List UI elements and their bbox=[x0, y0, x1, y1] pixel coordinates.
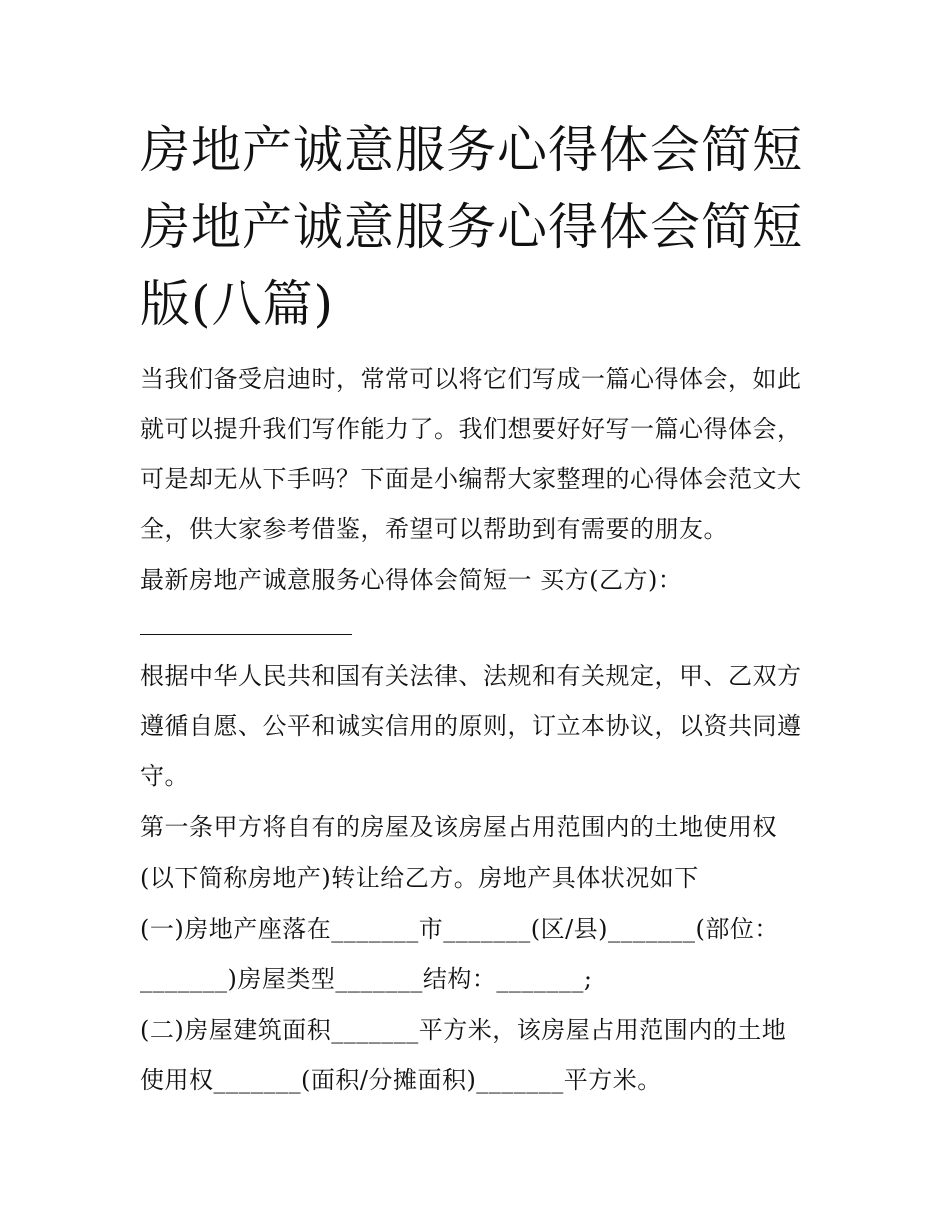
item-line: (一)房地产座落在_______市_______(区/县)_______(部位： bbox=[140, 915, 779, 943]
article-line: (以下简称房地产)转让给乙方。房地产具体状况如下 bbox=[140, 864, 699, 892]
article-line: 第一条甲方将自有的房屋及该房屋占用范围内的土地使用权 bbox=[140, 813, 777, 841]
document-title bbox=[140, 112, 840, 343]
law-line: 遵循自愿、公平和诚实信用的原则，订立本协议，以资共同遵 bbox=[140, 712, 802, 740]
law-line: 守。 bbox=[140, 762, 189, 790]
intro-line: 全，供大家参考借鉴，希望可以帮助到有需要的朋友。 bbox=[140, 515, 728, 543]
signature-blank-line bbox=[140, 634, 352, 635]
title-line: 房地产诚意服务心得体会简短 bbox=[140, 198, 803, 256]
title-line: 房地产诚意服务心得体会简短 bbox=[140, 121, 803, 179]
law-line: 根据中华人民共和国有关法律、法规和有关规定，甲、乙双方 bbox=[140, 662, 802, 690]
title-line: 版(八篇) bbox=[140, 275, 335, 333]
section-heading: 最新房地产诚意服务心得体会简短一 买方(乙方)： bbox=[140, 566, 683, 594]
item-line: _______)房屋类型_______结构：_______; bbox=[140, 965, 593, 993]
item-line: 使用权_______(面积/分摊面积)_______平方米。 bbox=[140, 1066, 662, 1094]
intro-line: 当我们备受启迪时，常常可以将它们写成一篇心得体会，如此 bbox=[140, 365, 802, 393]
item-line: (二)房屋建筑面积_______平方米，该房屋占用范围内的土地 bbox=[140, 1016, 787, 1044]
intro-line: 可是却无从下手吗？下面是小编帮大家整理的心得体会范文大 bbox=[140, 465, 802, 493]
intro-line: 就可以提升我们写作能力了。我们想要好好写一篇心得体会， bbox=[140, 415, 802, 443]
